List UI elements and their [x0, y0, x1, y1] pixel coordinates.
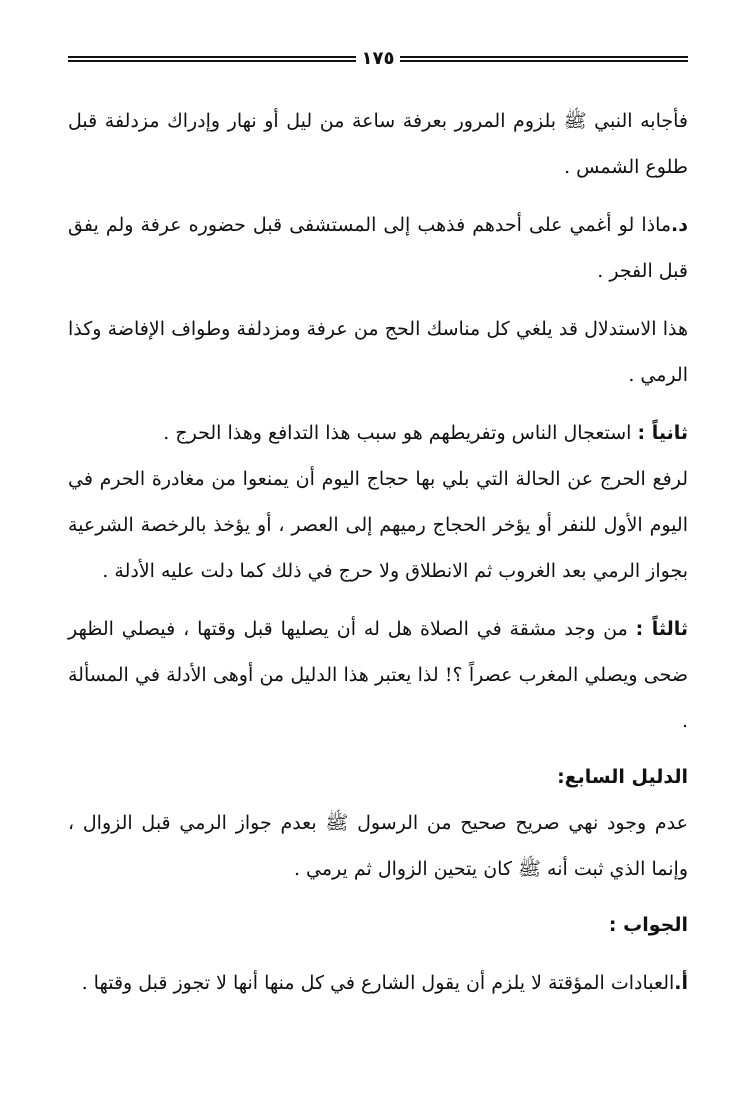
- paragraph-4: [68, 410, 688, 456]
- item-marker: أ.: [674, 972, 688, 994]
- paragraph-text: عدم وجود نهي صريح صحيح من الرسول ﷺ بعدم جواز الرمي قبل الزوال ، وإنما الذي ثبت أنه ﷺ كان يتحين الزوال ثم يرمي .: [68, 812, 688, 880]
- paragraph-6: [68, 606, 688, 744]
- page-body: [68, 98, 688, 1006]
- paragraph-5: [68, 456, 688, 594]
- paragraph-3: [68, 306, 688, 398]
- header-rule-left: [68, 56, 356, 62]
- paragraph-text: فأجابه النبي ﷺ بلزوم المرور بعرفة ساعة من ليل أو نهار وإدراك مزدلفة قبل طلوع الشمس .: [68, 110, 688, 178]
- paragraph-2: [68, 202, 688, 294]
- paragraph-text: هذا الاستدلال قد يلغي كل مناسك الحج من عرفة ومزدلفة وطواف الإفاضة وكذا الرمي .: [68, 318, 688, 386]
- section-marker: ثانياً :: [637, 422, 688, 444]
- page-number: ١٧٥: [361, 48, 395, 69]
- paragraph-7: [68, 800, 688, 892]
- paragraph-text: لرفع الحرج عن الحالة التي بلي بها حجاج اليوم أن يمنعوا من مغادرة الحرم في اليوم الأول للنفر أو يؤخر الحجاج رميهم إلى العصر ، أو يؤخذ بالرخصة الشرعية بجواز الرمي بعد الغروب ثم الانطلاق ولا حرج في ذلك كما دلت عليه الأدلة .: [68, 468, 688, 582]
- paragraph-text: العبادات المؤقتة لا يلزم أن يقول الشارع في كل منها أنها لا تجوز قبل وقتها .: [81, 972, 675, 994]
- paragraph-text: استعجال الناس وتفريطهم هو سبب هذا التدافع وهذا الحرج .: [163, 422, 638, 444]
- paragraph-text: من وجد مشقة في الصلاة هل له أن يصليها قبل وقتها ، فيصلي الظهر ضحى ويصلي المغرب عصراً ؟! لذا يعتبر هذا الدليل من أوهى الأدلة في المسألة .: [68, 618, 688, 732]
- paragraph-8: [68, 960, 688, 1006]
- section-heading-answer: الجواب :: [608, 914, 688, 936]
- paragraph-text: ماذا لو أغمي على أحدهم فذهب إلى المستشفى قبل حضوره عرفة ولم يفق قبل الفجر .: [68, 214, 688, 282]
- section-heading-seventh-evidence: الدليل السابع:: [557, 766, 688, 788]
- item-marker: د.: [671, 214, 688, 236]
- header-rule-right: [400, 56, 688, 62]
- section-marker: ثالثاً :: [635, 618, 688, 640]
- page-header: [68, 46, 688, 72]
- paragraph-1: [68, 98, 688, 190]
